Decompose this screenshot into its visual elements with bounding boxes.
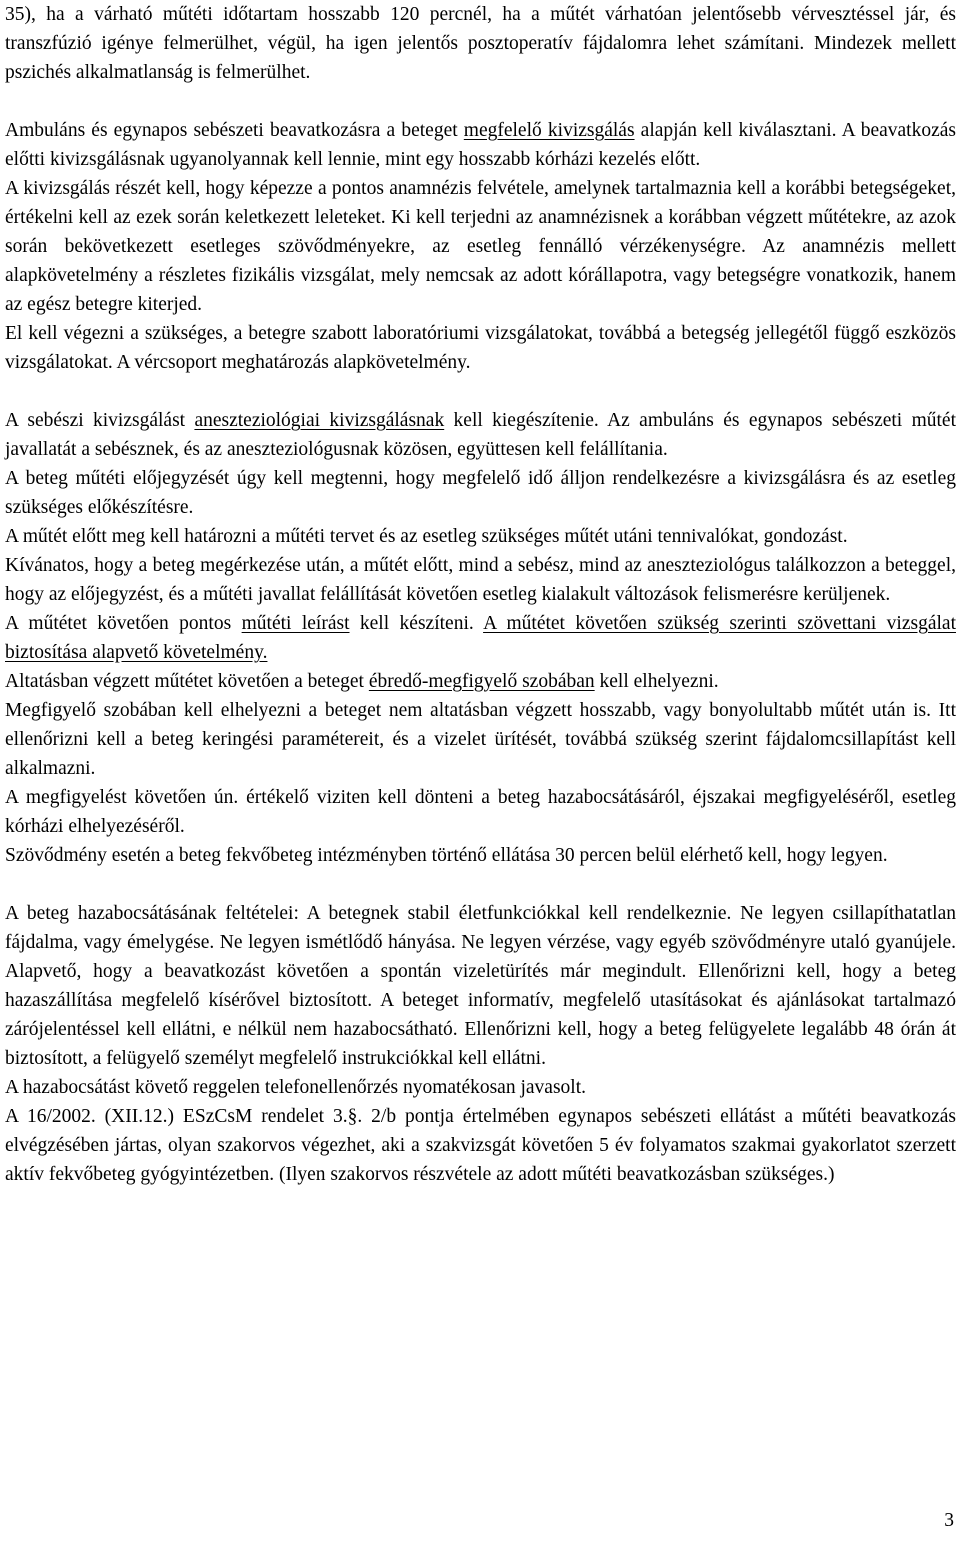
underlined-term-anaesthesiology-examination: aneszteziológiai kivizsgálásnak <box>194 410 445 431</box>
text-run: kell készíteni. <box>349 613 484 634</box>
paragraph-discharge-conditions: A beteg hazabocsátásának feltételei: A betegnek stabil életfunkciókkal kell rendelkeznie. Ne legyen csillapíthatatlan fájdalma, vagy émelygése. Ne legyen ismétlődő hányása. Ne legyen vérzése, vagy egyéb szövődményre utaló gyanújele. Alapvető, hogy a beavatkozást követően a spontán vizeletürítés már megindult. Ellenőrizni kell, hogy a beteg hazaszállítása megfelelő kísérővel biztosított. A beteget informatív, megfelelő utasításokat és ajánlásokat tartalmazó zárójelentéssel kell ellátni, e nélkül nem hazabocsátható. Ellenőrizni kell, hogy a beteg felügyelete legalább 48 órán át biztosított, a felügyelő személyt megfelelő instrukciókkal kell ellátni. <box>5 903 956 1069</box>
text-run: kell kiegészítenie. Az ambuláns és egynapos sebészeti műtét javallatát a sebésznek, és az aneszteziológusnak közösen, együttesen kell felállítania. <box>5 410 956 460</box>
paragraph-meeting-patient: Kívánatos, hogy a beteg megérkezése után, a műtét előtt, mind a sebész, mind az aneszteziológus találkozzon a beteggel, hogy az előjegyzést, és a műtéti javallat felállítását követően esetleg kialakult változások felismerésre kerüljenek. <box>5 555 956 605</box>
paragraph-evaluation-visit: A megfigyelést követően ún. értékelő viziten kell dönteni a beteg hazabocsátásáról, éjszakai megfigyeléséről, esetleg kórházi elhelyezéséről. <box>5 787 956 837</box>
paragraph-gap <box>5 87 956 116</box>
text-run: alapján kell kiválasztani. A beavatkozás előtti kivizsgálásnak ugyanolyannak kell lennie, mint egy hosszabb kórházi kezelés előtt. <box>5 120 956 170</box>
paragraph-phone-follow-up: A hazabocsátást követő reggelen telefonellenőrzés nyomatékosan javasolt. <box>5 1077 586 1098</box>
text-run: kell elhelyezni. <box>594 671 719 692</box>
paragraph-pre-registration: A beteg műtéti előjegyzését úgy kell megtenni, hogy megfelelő idő álljon rendelkezésre a kivizsgálásra és az esetleg szükséges előkészítésre. <box>5 468 956 518</box>
page-number: 3 <box>944 1510 954 1531</box>
paragraph-surgical-plan: A műtét előtt meg kell határozni a műtéti tervet és az esetleg szükséges műtét utáni tennivalókat, gondozást. <box>5 526 848 547</box>
paragraph-recovery-room <box>5 667 956 696</box>
paragraph-observation-room: Megfigyelő szobában kell elhelyezni a beteget nem altatásban végzett hosszabb, vagy bonyolultabb műtét után is. Itt ellenőrizni kell a beteg keringési paramétereit, és a vizelet ürítését, továbbá szükség szerint fájdalomcsillapítást kell alkalmazni. <box>5 700 956 779</box>
paragraph-complications: Szövődmény esetén a beteg fekvőbeteg intézményben történő ellátása 30 percen belül elérhető kell, hogy legyen. <box>5 845 888 866</box>
underlined-term-proper-examination: megfelelő kivizsgálás <box>463 120 635 141</box>
paragraph-laboratory-tests: El kell végezni a szükséges, a betegre szabott laboratóriumi vizsgálatokat, továbbá a betegség jellegétől függő eszközös vizsgálatokat. A vércsoport meghatározás alapkövetelmény. <box>5 323 956 373</box>
text-run: Ambuláns és egynapos sebészeti beavatkozásra a beteget <box>5 120 464 141</box>
text-run: Altatásban végzett műtétet követően a beteget <box>5 671 369 692</box>
underlined-term-surgical-report: műtéti leírást <box>241 613 350 634</box>
paragraph-surgical-report <box>5 609 956 667</box>
paragraph-contraindications-end: 35), ha a várható műtéti időtartam hosszabb 120 percnél, ha a műtét várhatóan jelentősebb vérvesztéssel jár, és transzfúzió igénye felmerülhet, végül, ha igen jelentős posztoperatív fájdalomra lehet számítani. Mindezek mellett pszichés alkalmatlanság is felmerülhet. <box>5 4 956 83</box>
document-body <box>5 0 956 1189</box>
paragraph-gap <box>5 870 956 899</box>
underlined-term-recovery-room: ébredő-megfigyelő szobában <box>368 671 595 692</box>
paragraph-gap <box>5 377 956 406</box>
paragraph-patient-selection <box>5 116 956 174</box>
paragraph-anaesthesiology <box>5 406 956 464</box>
paragraph-regulation: A 16/2002. (XII.12.) ESzCsM rendelet 3.§. 2/b pontja értelmében egynapos sebészeti ellátást a műtéti beavatkozás elvégzésében jártas, olyan szakorvos végezhet, aki a szakvizsgát követően 5 év folyamatos szakmai gyakorlatot szerzett aktív fekvőbeteg gyógyintézetben. (Ilyen szakorvos részvétele az adott műtéti beavatkozásban szükséges.) <box>5 1106 956 1185</box>
paragraph-anamnesis: A kivizsgálás részét kell, hogy képezze a pontos anamnézis felvétele, amelynek tartalmaznia kell a korábbi betegségeket, értékelni kell az ezek során keletkezett leleteket. Ki kell terjedni az anamnézisnek a korábban végzett műtétekre, az azok során bekövetkezett esetleges szövődményekre, az esetleg fennálló vérzékenységre. Az anamnézis mellett alapkövetelmény a részletes fizikális vizsgálat, mely nemcsak az adott kórállapotra, vagy betegségre vonatkozik, hanem az egész betegre kiterjed. <box>5 178 956 315</box>
text-run: A műtétet követően pontos <box>5 613 242 634</box>
text-run: A sebészi kivizsgálást <box>5 410 195 431</box>
underlined-sentence-histology: A műtétet követően szükség szerinti szövettani vizsgálat biztosítása alapvető követelmény. <box>5 613 956 663</box>
